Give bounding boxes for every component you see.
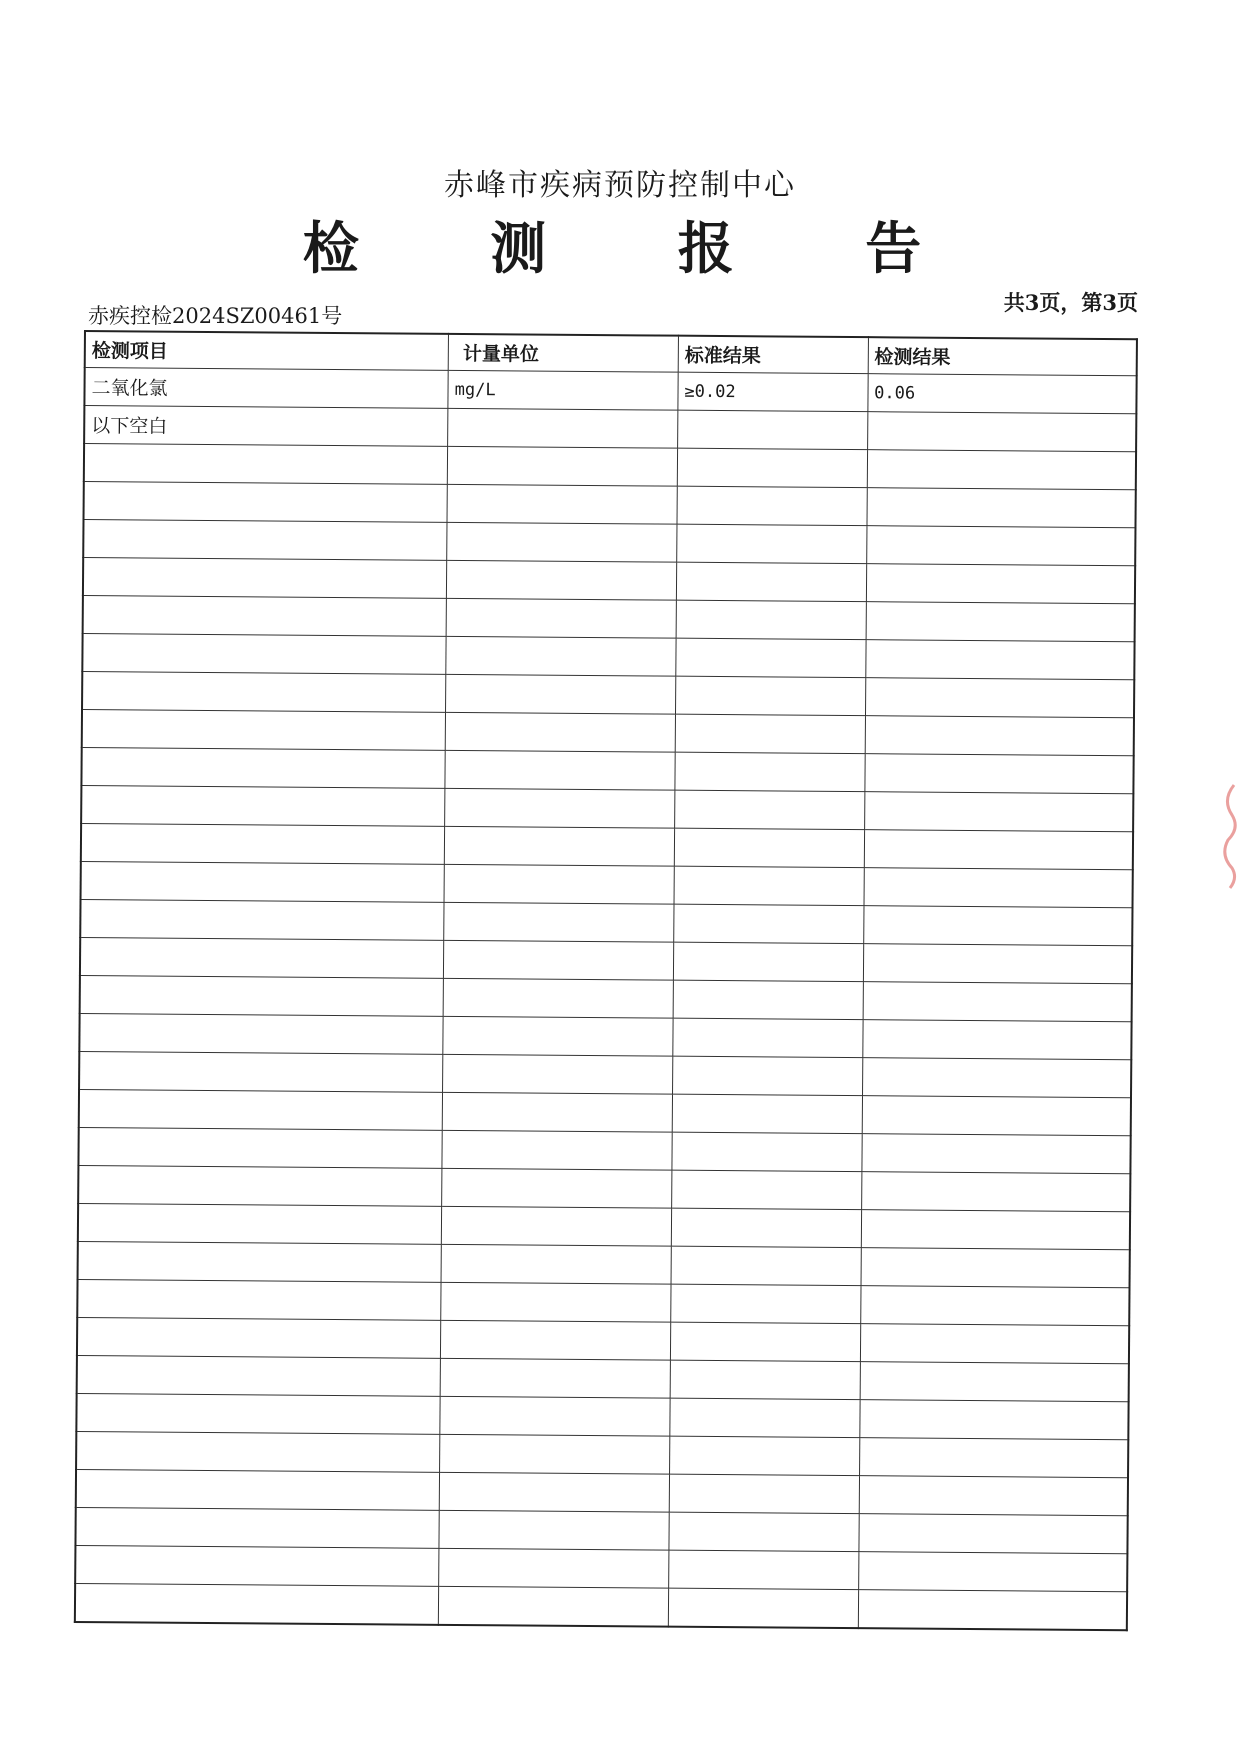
empty-cell — [861, 1210, 1130, 1250]
report-title: 检 测 报 告 — [302, 216, 978, 282]
empty-cell — [859, 1400, 1128, 1440]
empty-cell — [82, 671, 446, 712]
empty-cell — [444, 864, 674, 904]
empty-cell — [446, 598, 676, 638]
cell-item: 二氧化氯 — [84, 368, 448, 409]
empty-cell — [441, 1244, 671, 1284]
empty-cell — [674, 828, 864, 867]
empty-cell — [670, 1360, 860, 1399]
empty-cell — [865, 754, 1134, 794]
empty-cell — [81, 861, 445, 902]
empty-cell — [80, 899, 444, 940]
empty-cell — [862, 1134, 1131, 1174]
empty-cell — [77, 1355, 441, 1396]
empty-cell — [440, 1396, 670, 1436]
empty-cell — [859, 1476, 1128, 1516]
empty-cell — [860, 1324, 1129, 1364]
empty-cell — [863, 944, 1132, 984]
empty-cell — [670, 1398, 860, 1437]
empty-cell — [77, 1317, 441, 1358]
empty-cell — [76, 1431, 440, 1472]
empty-cell — [444, 902, 674, 942]
empty-cell — [75, 1583, 439, 1624]
empty-cell — [867, 488, 1136, 528]
empty-cell — [439, 1472, 669, 1512]
empty-cell — [77, 1279, 441, 1320]
empty-cell — [78, 1165, 442, 1206]
empty-cell — [674, 904, 864, 943]
empty-cell — [862, 1020, 1131, 1060]
empty-cell — [75, 1545, 439, 1586]
empty-cell — [864, 868, 1133, 908]
empty-cell — [672, 1170, 862, 1209]
page-info: 共3页，第3页 — [1003, 290, 1138, 315]
empty-cell — [677, 524, 867, 563]
empty-cell — [670, 1322, 860, 1361]
empty-cell — [864, 830, 1133, 870]
cell-standard: ≥0.02 — [678, 372, 868, 411]
empty-cell — [673, 1018, 863, 1057]
empty-cell — [671, 1284, 861, 1323]
empty-cell — [79, 1013, 443, 1054]
empty-cell — [675, 790, 865, 829]
empty-cell — [672, 1056, 862, 1095]
empty-cell — [866, 526, 1135, 566]
empty-cell — [863, 906, 1132, 946]
empty-cell — [445, 712, 675, 752]
empty-cell — [676, 600, 866, 639]
empty-cell — [669, 1550, 859, 1589]
empty-cell — [83, 520, 447, 561]
empty-cell — [860, 1286, 1129, 1326]
empty-cell — [81, 747, 445, 788]
empty-cell — [677, 448, 867, 487]
empty-cell — [78, 1203, 442, 1244]
empty-cell — [83, 558, 447, 599]
empty-cell — [669, 1436, 859, 1475]
cell-result: 0.06 — [868, 374, 1137, 414]
empty-cell — [80, 975, 444, 1016]
empty-cell — [859, 1514, 1128, 1554]
empty-cell — [672, 1132, 862, 1171]
empty-cell — [673, 980, 863, 1019]
empty-cell — [675, 676, 865, 715]
empty-cell — [669, 1474, 859, 1513]
empty-cell — [861, 1248, 1130, 1288]
cell-unit: mg/L — [448, 370, 678, 410]
empty-cell — [441, 1206, 671, 1246]
empty-cell — [858, 1552, 1127, 1592]
empty-cell — [82, 633, 446, 674]
empty-cell — [440, 1358, 670, 1398]
cell-result — [867, 412, 1136, 452]
empty-cell — [76, 1393, 440, 1434]
organization-name: 赤峰市疾病预防控制中心 — [444, 168, 796, 203]
empty-cell — [83, 595, 447, 636]
empty-cell — [442, 1130, 672, 1170]
empty-cell — [81, 823, 445, 864]
seal-stamp-fragment — [1218, 780, 1240, 890]
empty-cell — [79, 1051, 443, 1092]
empty-cell — [445, 750, 675, 790]
empty-cell — [862, 1096, 1131, 1136]
empty-cell — [668, 1588, 858, 1628]
empty-cell — [864, 792, 1133, 832]
empty-cell — [865, 716, 1134, 756]
table-row-empty — [75, 1583, 1127, 1630]
empty-cell — [447, 484, 677, 524]
empty-cell — [447, 560, 677, 600]
empty-cell — [443, 978, 673, 1018]
empty-cell — [82, 709, 446, 750]
col-header-item: 检测项目 — [85, 331, 449, 370]
empty-cell — [84, 482, 448, 523]
col-header-result: 检测结果 — [868, 337, 1137, 376]
empty-cell — [865, 640, 1134, 680]
empty-cell — [675, 752, 865, 791]
empty-cell — [444, 826, 674, 866]
empty-cell — [442, 1092, 672, 1132]
empty-cell — [438, 1586, 668, 1626]
empty-cell — [80, 937, 444, 978]
cell-item: 以下空白 — [84, 406, 448, 447]
empty-cell — [858, 1590, 1127, 1631]
empty-cell — [861, 1172, 1130, 1212]
empty-cell — [442, 1168, 672, 1208]
empty-cell — [866, 602, 1135, 642]
empty-cell — [445, 788, 675, 828]
empty-cell — [863, 982, 1132, 1022]
empty-cell — [865, 678, 1134, 718]
empty-cell — [441, 1320, 671, 1360]
empty-cell — [444, 940, 674, 980]
empty-cell — [447, 446, 677, 486]
empty-cell — [867, 450, 1136, 490]
results-table-wrapper — [74, 330, 1138, 1631]
col-header-standard: 标准结果 — [678, 336, 868, 374]
empty-cell — [78, 1241, 442, 1282]
empty-cell — [79, 1089, 443, 1130]
empty-cell — [446, 674, 676, 714]
empty-cell — [84, 444, 448, 485]
empty-cell — [860, 1362, 1129, 1402]
empty-cell — [441, 1282, 671, 1322]
cell-unit — [448, 408, 678, 448]
table-body — [75, 368, 1137, 1631]
empty-cell — [674, 866, 864, 905]
cell-standard — [678, 410, 868, 449]
results-table — [74, 330, 1138, 1631]
empty-cell — [81, 785, 445, 826]
empty-cell — [676, 562, 866, 601]
empty-cell — [439, 1510, 669, 1550]
empty-cell — [446, 636, 676, 676]
col-header-unit: 计量单位 — [448, 334, 678, 372]
empty-cell — [671, 1208, 861, 1247]
empty-cell — [676, 638, 866, 677]
empty-cell — [443, 1054, 673, 1094]
empty-cell — [672, 1094, 862, 1133]
empty-cell — [443, 1016, 673, 1056]
empty-cell — [447, 522, 677, 562]
empty-cell — [76, 1469, 440, 1510]
empty-cell — [75, 1507, 439, 1548]
empty-cell — [862, 1058, 1131, 1098]
empty-cell — [675, 714, 865, 753]
empty-cell — [677, 486, 867, 525]
empty-cell — [866, 564, 1135, 604]
empty-cell — [671, 1246, 861, 1285]
empty-cell — [673, 942, 863, 981]
report-number: 赤疾控检2024SZ00461号 — [88, 304, 343, 328]
empty-cell — [439, 1548, 669, 1588]
empty-cell — [440, 1434, 670, 1474]
empty-cell — [78, 1127, 442, 1168]
empty-cell — [669, 1512, 859, 1551]
empty-cell — [859, 1438, 1128, 1478]
